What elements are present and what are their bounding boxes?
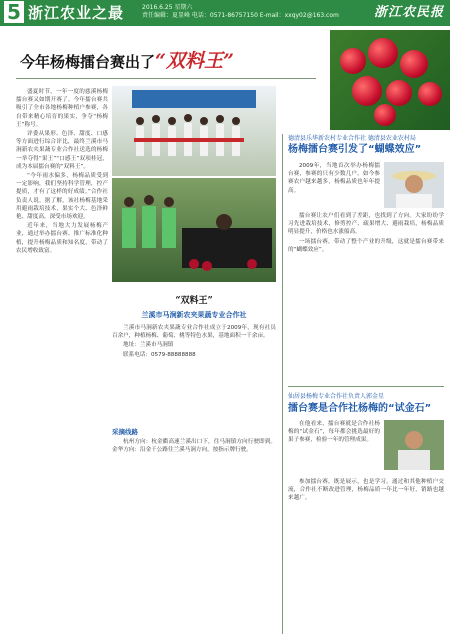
contest-photo bbox=[112, 178, 276, 282]
main-headline bbox=[20, 50, 320, 73]
article-paragraph-3: 近年来，当地大力发展杨梅产业，通过举办擂台赛、推广标准化种植，提升杨梅品质和知名度，带动了农民增收致富。 bbox=[16, 223, 108, 254]
right-bottom-kicker: 仙居县杨梅专业合作社负责人郭金星 bbox=[288, 393, 385, 400]
right-bottom-paragraph-2: 参加擂台赛，既是展示，也是学习。通过和其他种植户交流，合作社不断改进管理，杨梅品质一年比一年好，销路也越来越广。 bbox=[288, 479, 444, 502]
company-address: 地址：兰溪市马涧镇 bbox=[123, 342, 174, 349]
article-paragraph-1: 评委从果形、色泽、甜度、口感等方面进行综合评比，最终兰溪市马涧新农夹果蔬专业合作社送选的杨梅一举夺得“果王”“口感王”双项桂冠，成为本届擂台赛的“双料王”。 bbox=[16, 131, 108, 170]
page-number: 5 bbox=[4, 1, 24, 23]
article-paragraph-2: “今年雨水偏多，杨梅品质受到一定影响，我们坚持科学管理，控产提质，才有了这样的好成绩。”合作社负责人说。据了解，该社杨梅基地采用避雨栽培技术，果实个大、色泽鲜艳、甜度高，深受市场欢迎。 bbox=[16, 173, 108, 221]
route-title: 采摘线路 bbox=[112, 428, 138, 436]
section-title: 浙江农业之最 bbox=[28, 4, 125, 22]
column-divider bbox=[282, 134, 283, 634]
award-ceremony-photo bbox=[112, 86, 276, 176]
portrait-photo-2 bbox=[384, 420, 444, 470]
right-bottom-paragraph-1: 在他看来，擂台赛就是合作社杨梅的“试金石”，每年都会挑选最好的果子参赛，检验一年的管理成果。 bbox=[288, 421, 380, 444]
right-section-divider bbox=[288, 386, 444, 387]
date-edition: 2016.6.25 星期六 bbox=[142, 4, 193, 11]
company-name: 兰溪市马涧新农夹果蔬专业合作社 bbox=[141, 311, 247, 319]
right-top-kicker: 德清县乐华新农村专业合作社 德清县农业农村局 bbox=[288, 135, 416, 142]
right-bottom-title: 擂台赛是合作社杨梅的“试金石” bbox=[288, 403, 432, 414]
headline-quote: “双料王” bbox=[155, 50, 234, 72]
right-bottom-body bbox=[288, 478, 444, 634]
company-info bbox=[112, 324, 276, 426]
company-box-heading: “双料王” bbox=[175, 296, 213, 306]
portrait-photo-1 bbox=[384, 162, 444, 208]
page-header bbox=[0, 0, 450, 26]
header-info bbox=[142, 4, 339, 20]
right-top-paragraph-1: 2009年，当地首次举办杨梅擂台赛，参赛的只有少数几户，如今参赛农户越来越多，杨梅品质也年年提高。 bbox=[288, 163, 380, 194]
main-article-column bbox=[16, 88, 108, 634]
right-top-paragraph-2: 擂台赛让农户们看到了差距，也找到了方向。大家纷纷学习先进栽培技术，修剪控产、疏果增大、避雨栽培，杨梅品质明显提升，价格也水涨船高。 bbox=[288, 213, 444, 236]
headline-rule bbox=[16, 78, 316, 79]
headline-prefix: 今年杨梅擂台赛出了 bbox=[20, 53, 156, 71]
article-lead: 盛夏时节，一年一度的慈溪杨梅擂台赛又如期开赛了。今年擂台赛共吸引了全市各地杨梅种植户参赛，各自带来精心培育的果实，争夺“杨梅王”称号。 bbox=[16, 89, 108, 128]
right-top-title: 杨梅擂台赛引发了“蝴蝶效应” bbox=[288, 144, 422, 155]
bayberry-photo bbox=[330, 30, 450, 130]
masthead-logo: 浙江农民报 bbox=[373, 5, 444, 20]
editor-line: 责任编辑：夏显峰 电话：0571-86757150 E-mail：xxqy02@163.com bbox=[142, 12, 339, 19]
route-text: 杭州方向：杭金衢高速兰溪出口下，往马涧镇方向行驶即到。金华方向：沿金千公路往兰溪马涧方向，按指示牌行驶。 bbox=[112, 439, 276, 454]
right-top-body bbox=[288, 212, 444, 382]
right-top-paragraph-3: 一场擂台赛，带动了整个产业的升级，这就是擂台赛带来的“蝴蝶效应”。 bbox=[288, 238, 444, 253]
company-intro: 兰溪市马涧新农夹果蔬专业合作社成立于2009年，现有社员百余户，种植杨梅、葡萄、桃等特色水果，基地面积一千余亩。 bbox=[112, 325, 276, 340]
company-phone: 联系电话：0579-88888888 bbox=[123, 351, 196, 358]
